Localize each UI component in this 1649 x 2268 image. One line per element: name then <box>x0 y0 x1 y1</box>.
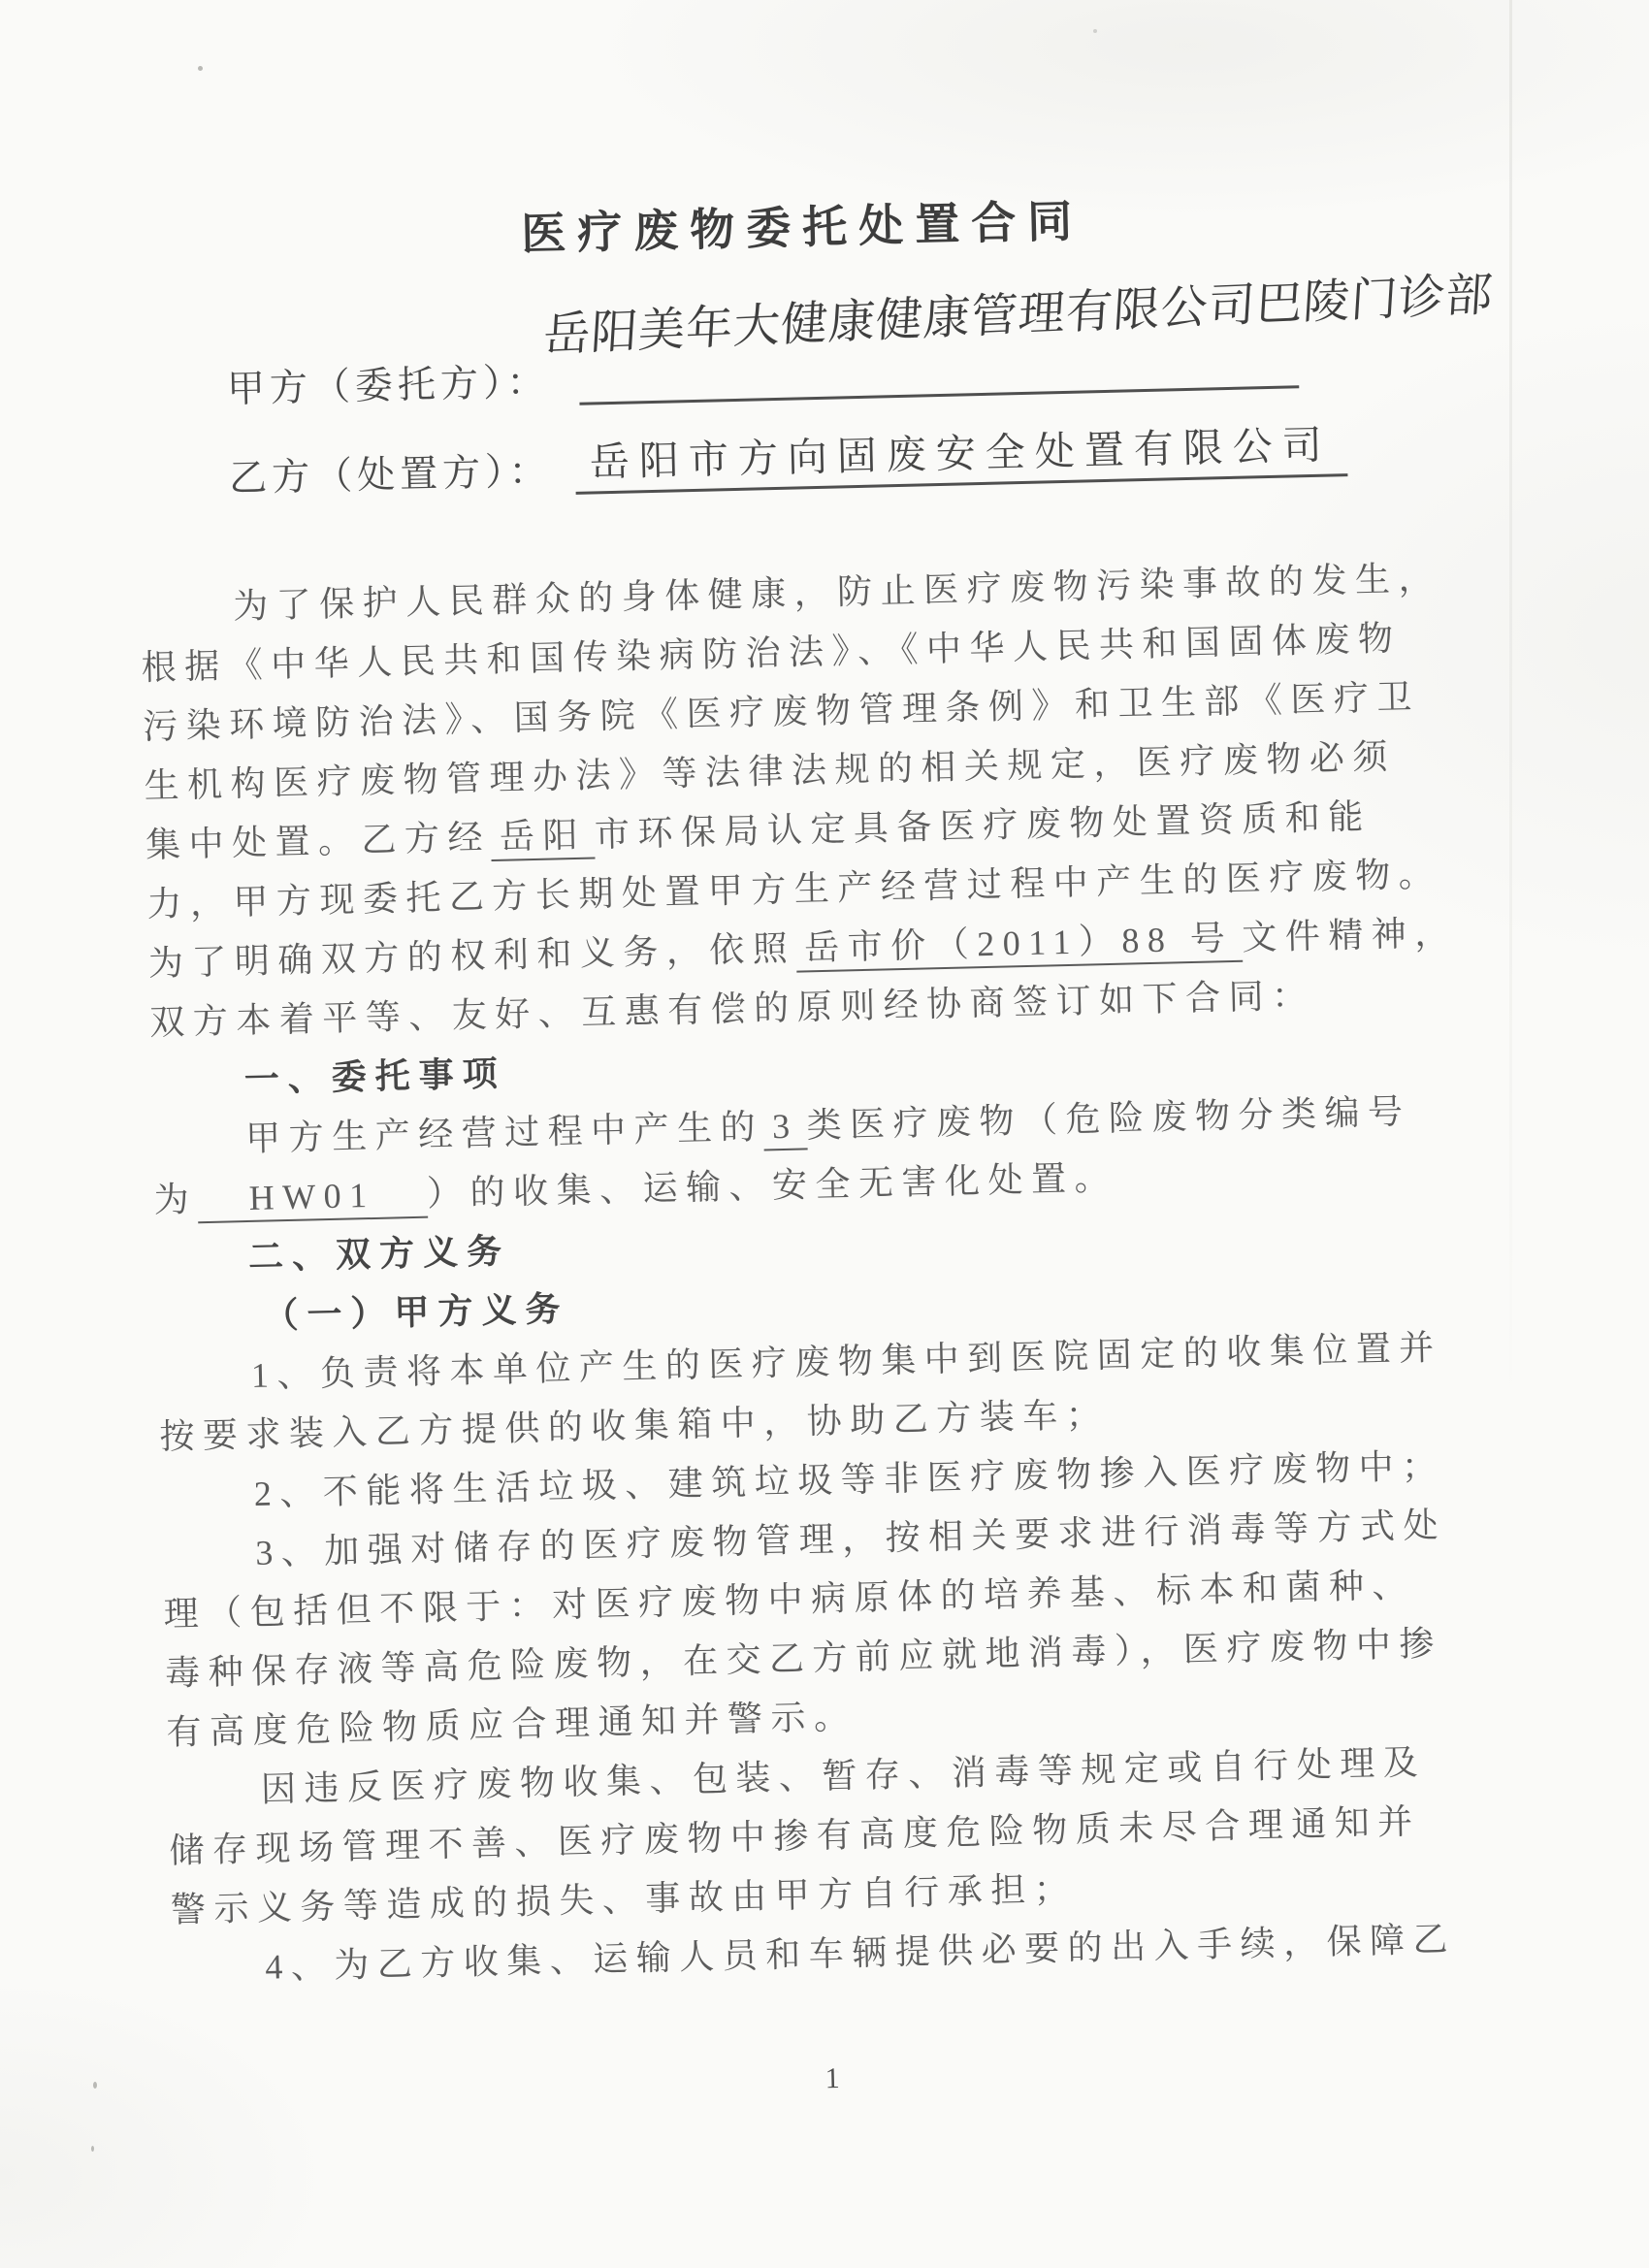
party-b-row <box>228 412 1347 502</box>
body-text: 二、双方义务 <box>247 1231 511 1278</box>
body-text: 4、为乙方收集、运输人员和车辆提供必要的出入手续，保障乙 <box>264 1919 1457 1987</box>
body-text: 理（包括但不限于：对医疗废物中病原体的培养基、标本和菌种、 <box>163 1565 1416 1635</box>
contract-title: 医疗废物委托处置合同 <box>520 196 1084 260</box>
party-b-value: 岳阳市方向固废安全处置有限公司 <box>574 412 1347 495</box>
body-text: 毒种保存液等高危险废物，在交乙方前应就地消毒），医疗废物中掺 <box>164 1624 1443 1694</box>
body-text: 市环保局认定具备医疗废物处置资质和能 <box>594 796 1373 855</box>
party-b-label: 乙方（处置方）： <box>228 450 553 501</box>
body-text: （一）甲方义务 <box>263 1289 569 1336</box>
body-text: 力，甲方现委托乙方长期处置甲方生产经营过程中产生的医疗废物。 <box>146 854 1442 924</box>
body-text: 警示义务等造成的损失、事故由甲方自行承担； <box>170 1869 1078 1930</box>
body-text: 储存现场管理不善、医疗废物中掺有高度危险物质未尽合理通知并 <box>169 1801 1422 1871</box>
body-text: 根据《中华人民共和国传染病防治法》、《中华人民共和国固体废物 <box>141 618 1402 688</box>
contract-body <box>140 548 1527 1999</box>
body-text: 一、委托事项 <box>243 1053 507 1100</box>
page-number: 1 <box>824 2061 841 2095</box>
body-text: 1、负责将本单位产生的医疗废物集中到医院固定的收集位置并 <box>250 1328 1443 1395</box>
body-text: 有高度危险物质应合理通知并警示。 <box>166 1697 857 1753</box>
body-text: 按要求装入乙方提供的收集箱中，协助乙方装车； <box>158 1395 1110 1457</box>
body-text: 因违反医疗废物收集、包装、暂存、消毒等规定或自行处理及 <box>260 1742 1427 1809</box>
party-a-handwritten-value: 岳阳美年大健康健康管理有限公司巴陵门诊部 <box>541 269 1496 362</box>
filled-blank: 岳市价（2011）88 号 <box>795 919 1243 973</box>
body-text: 2、不能将生活垃圾、建筑垃圾等非医疗废物掺入医疗废物中； <box>253 1446 1445 1513</box>
filled-blank: 3 <box>763 1106 808 1150</box>
body-text: 为 <box>153 1180 198 1220</box>
body-text: 双方本着平等、友好、互惠有偿的原则经协商签订如下合同： <box>148 976 1316 1043</box>
body-text: 为了明确双方的权利和义务，依照 <box>147 928 796 984</box>
party-a-label: 甲方（委托方）： <box>226 361 550 411</box>
body-text: 甲方生产经营过程中产生的 <box>244 1107 764 1159</box>
body-text: 集中处置。乙方经 <box>145 818 492 865</box>
body-text: 3、加强对储存的医疗废物管理，按相关要求进行消毒等方式处 <box>254 1506 1447 1572</box>
body-text: 生机构医疗废物管理办法》等法律法规的相关规定，医疗废物必须 <box>144 737 1397 806</box>
body-text: 文件精神， <box>1241 913 1459 957</box>
filled-blank: 岳阳 <box>491 815 596 861</box>
body-text: 为了保护人民群众的身体健康，防止医疗废物污染事故的发生， <box>232 558 1442 627</box>
filled-blank: HW01 <box>197 1175 428 1224</box>
body-text: 类医疗废物（危险废物分类编号 <box>806 1091 1411 1146</box>
body-text: ）的收集、运输、安全无害化处置。 <box>426 1157 1118 1214</box>
body-text: 污染环境防治法》、国务院《医疗废物管理条例》和卫生部《医疗卫 <box>142 677 1421 747</box>
